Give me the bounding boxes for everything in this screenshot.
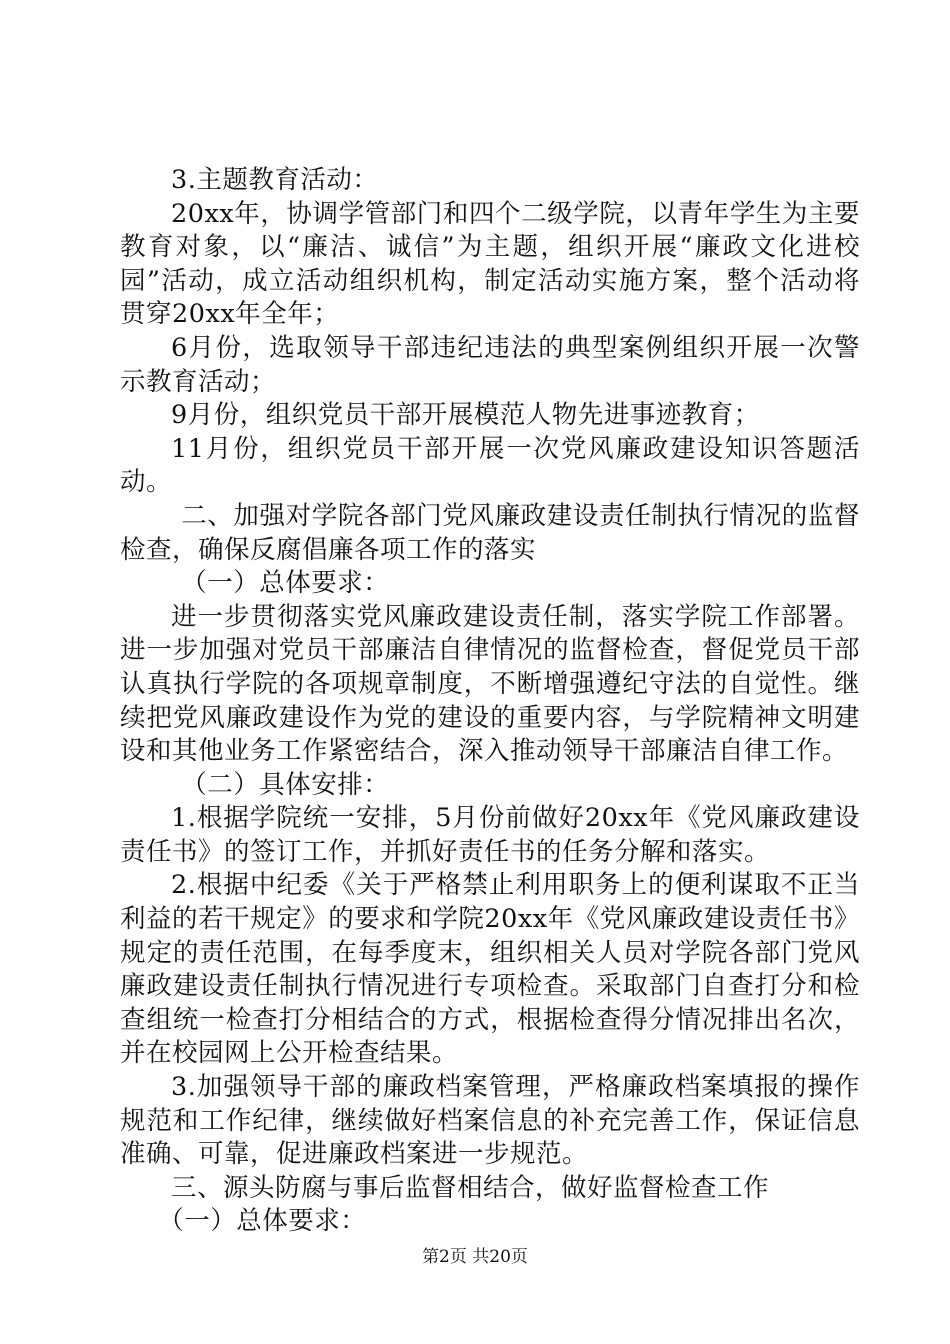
document-body [120, 164, 860, 1239]
page-footer: 第2页 共20页 [422, 1247, 528, 1267]
section-heading-two: 二、加强对学院各部门党风廉政建设责任制执行情况的监督检查，确保反腐倡廉各项工作的落实 [120, 500, 860, 565]
paragraph-november: 11月份，组织党员干部开展一次党风廉政建设知识答题活动。 [120, 433, 860, 498]
paragraph-june: 6月份，选取领导干部违纪违法的典型案例组织开展一次警示教育活动； [120, 332, 860, 397]
subheading-specific-arrangements: （二）具体安排： [181, 769, 390, 800]
paragraph-general-requirements: 进一步贯彻落实党风廉政建设责任制，落实学院工作部署。进一步加强对党员干部廉洁自律情况的监督检查，督促党员干部认真执行学院的各项规章制度，不断增强遵纪守法的自觉性。继续把党风廉政建设作为党的建设的重要内容，与学院精神文明建设和其他业务工作紧密结合，深入推动领导干部廉洁自律工作。 [120, 601, 860, 767]
paragraph-september: 9月份，组织党员干部开展模范人物先进事迹教育； [171, 400, 760, 431]
paragraph-item-3: 3.加强领导干部的廉政档案管理，严格廉政档案填报的操作规范和工作纪律，继续做好档案信息的补充完善工作，保证信息准确、可靠，促进廉政档案进一步规范。 [120, 1072, 860, 1170]
paragraph-item-1: 1.根据学院统一安排，5月份前做好20xx年《党风廉政建设责任书》的签订工作，并抓好责任书的任务分解和落实。 [120, 803, 860, 867]
paragraph-heading-theme-education: 3.主题教育活动： [171, 165, 379, 195]
subheading-general-requirements: （一）总体要求： [181, 568, 390, 599]
section-heading-three: 三、源头防腐与事后监督相结合，做好监督检查工作 [171, 1172, 770, 1203]
paragraph-campus-activity: 20xx年，协调学管部门和四个二级学院，以青年学生为主要教育对象，以“廉洁、诚信”为主题，组织开展“廉政文化进校园”活动，成立活动组织机构，制定活动实施方案，整个活动将贯穿20xx年全年； [120, 198, 860, 330]
paragraph-item-2: 2.根据中纪委《关于严格禁止利用职务上的便利谋取不正当利益的若干规定》的要求和学院20xx年《党风廉政建设责任书》规定的责任范围，在每季度末，组织相关人员对学院各部门党风廉政建设责任制执行情况进行专项检查。采取部门自查打分和检查组统一检查打分相结合的方式，根据检查得分情况排出名次，并在校园网上公开检查结果。 [120, 870, 860, 1069]
subheading-general-requirements-2: （一）总体要求： [158, 1206, 367, 1237]
